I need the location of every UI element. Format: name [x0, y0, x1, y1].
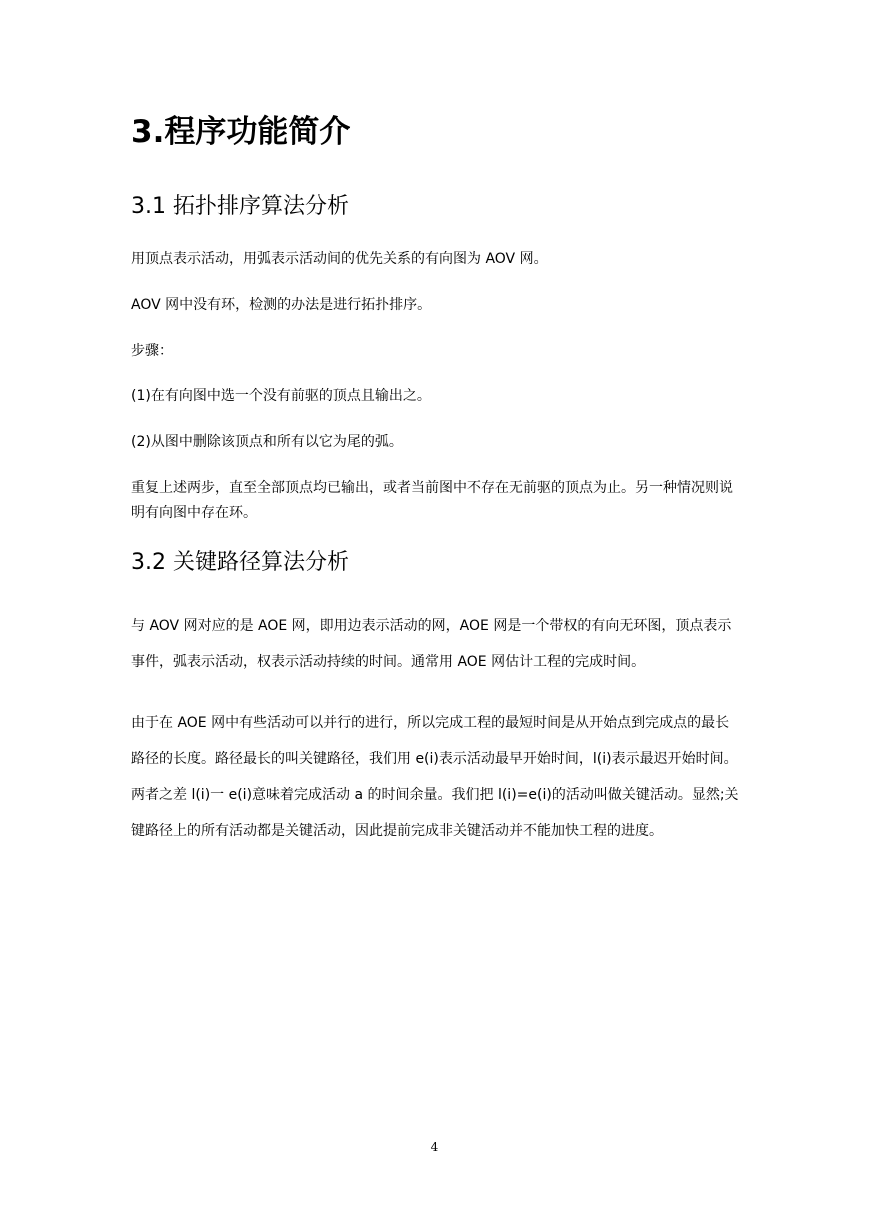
paragraph-aov-definition: 用顶点表示活动，用弧表示活动间的优先关系的有向图为 AOV 网。	[131, 251, 548, 267]
paragraph-critical-path-explanation: 由于在 AOE 网中有些活动可以并行的进行，所以完成工程的最短时间是从开始点到完成点的最长路径的长度。路径最长的叫关键路径，我们用 e(i)表示活动最早开始时间，l(i)表示最迟开始时间。两者之差 l(i)一 e(i)意味着完成活动 a 的时间余量。我们把 l(i)=e(i)的活动叫做关键活动。显然;关键路径上的所有活动都是关键活动，因此提前完成非关键活动并不能加快工程的进度。	[131, 715, 739, 839]
paragraph-aov-no-cycle: AOV 网中没有环，检测的办法是进行拓扑排序。	[131, 297, 432, 313]
paragraph-aoe-definition: 与 AOV 网对应的是 AOE 网，即用边表示活动的网，AOE 网是一个带权的有向无环图，顶点表示事件，弧表示活动，权表示活动持续的时间。通常用 AOE 网估计工程的完成时间。	[131, 618, 732, 670]
chapter-title: 3.程序功能简介	[131, 114, 351, 150]
section-heading-critical-path: 3.2 关键路径算法分析	[131, 550, 349, 575]
paragraph-steps-label: 步骤：	[131, 343, 173, 359]
paragraph-step-2: (2)从图中删除该顶点和所有以它为尾的弧。	[131, 434, 403, 450]
paragraph-step-1: (1)在有向图中选一个没有前驱的顶点且输出之。	[131, 388, 431, 404]
page-number: 4	[430, 1140, 439, 1154]
section-heading-topological-sort: 3.1 拓扑排序算法分析	[131, 194, 349, 219]
paragraph-repeat-steps: 重复上述两步，直至全部顶点均已输出，或者当前图中不存在无前驱的顶点为止。另一种情况则说明有向图中存在环。	[131, 480, 733, 521]
